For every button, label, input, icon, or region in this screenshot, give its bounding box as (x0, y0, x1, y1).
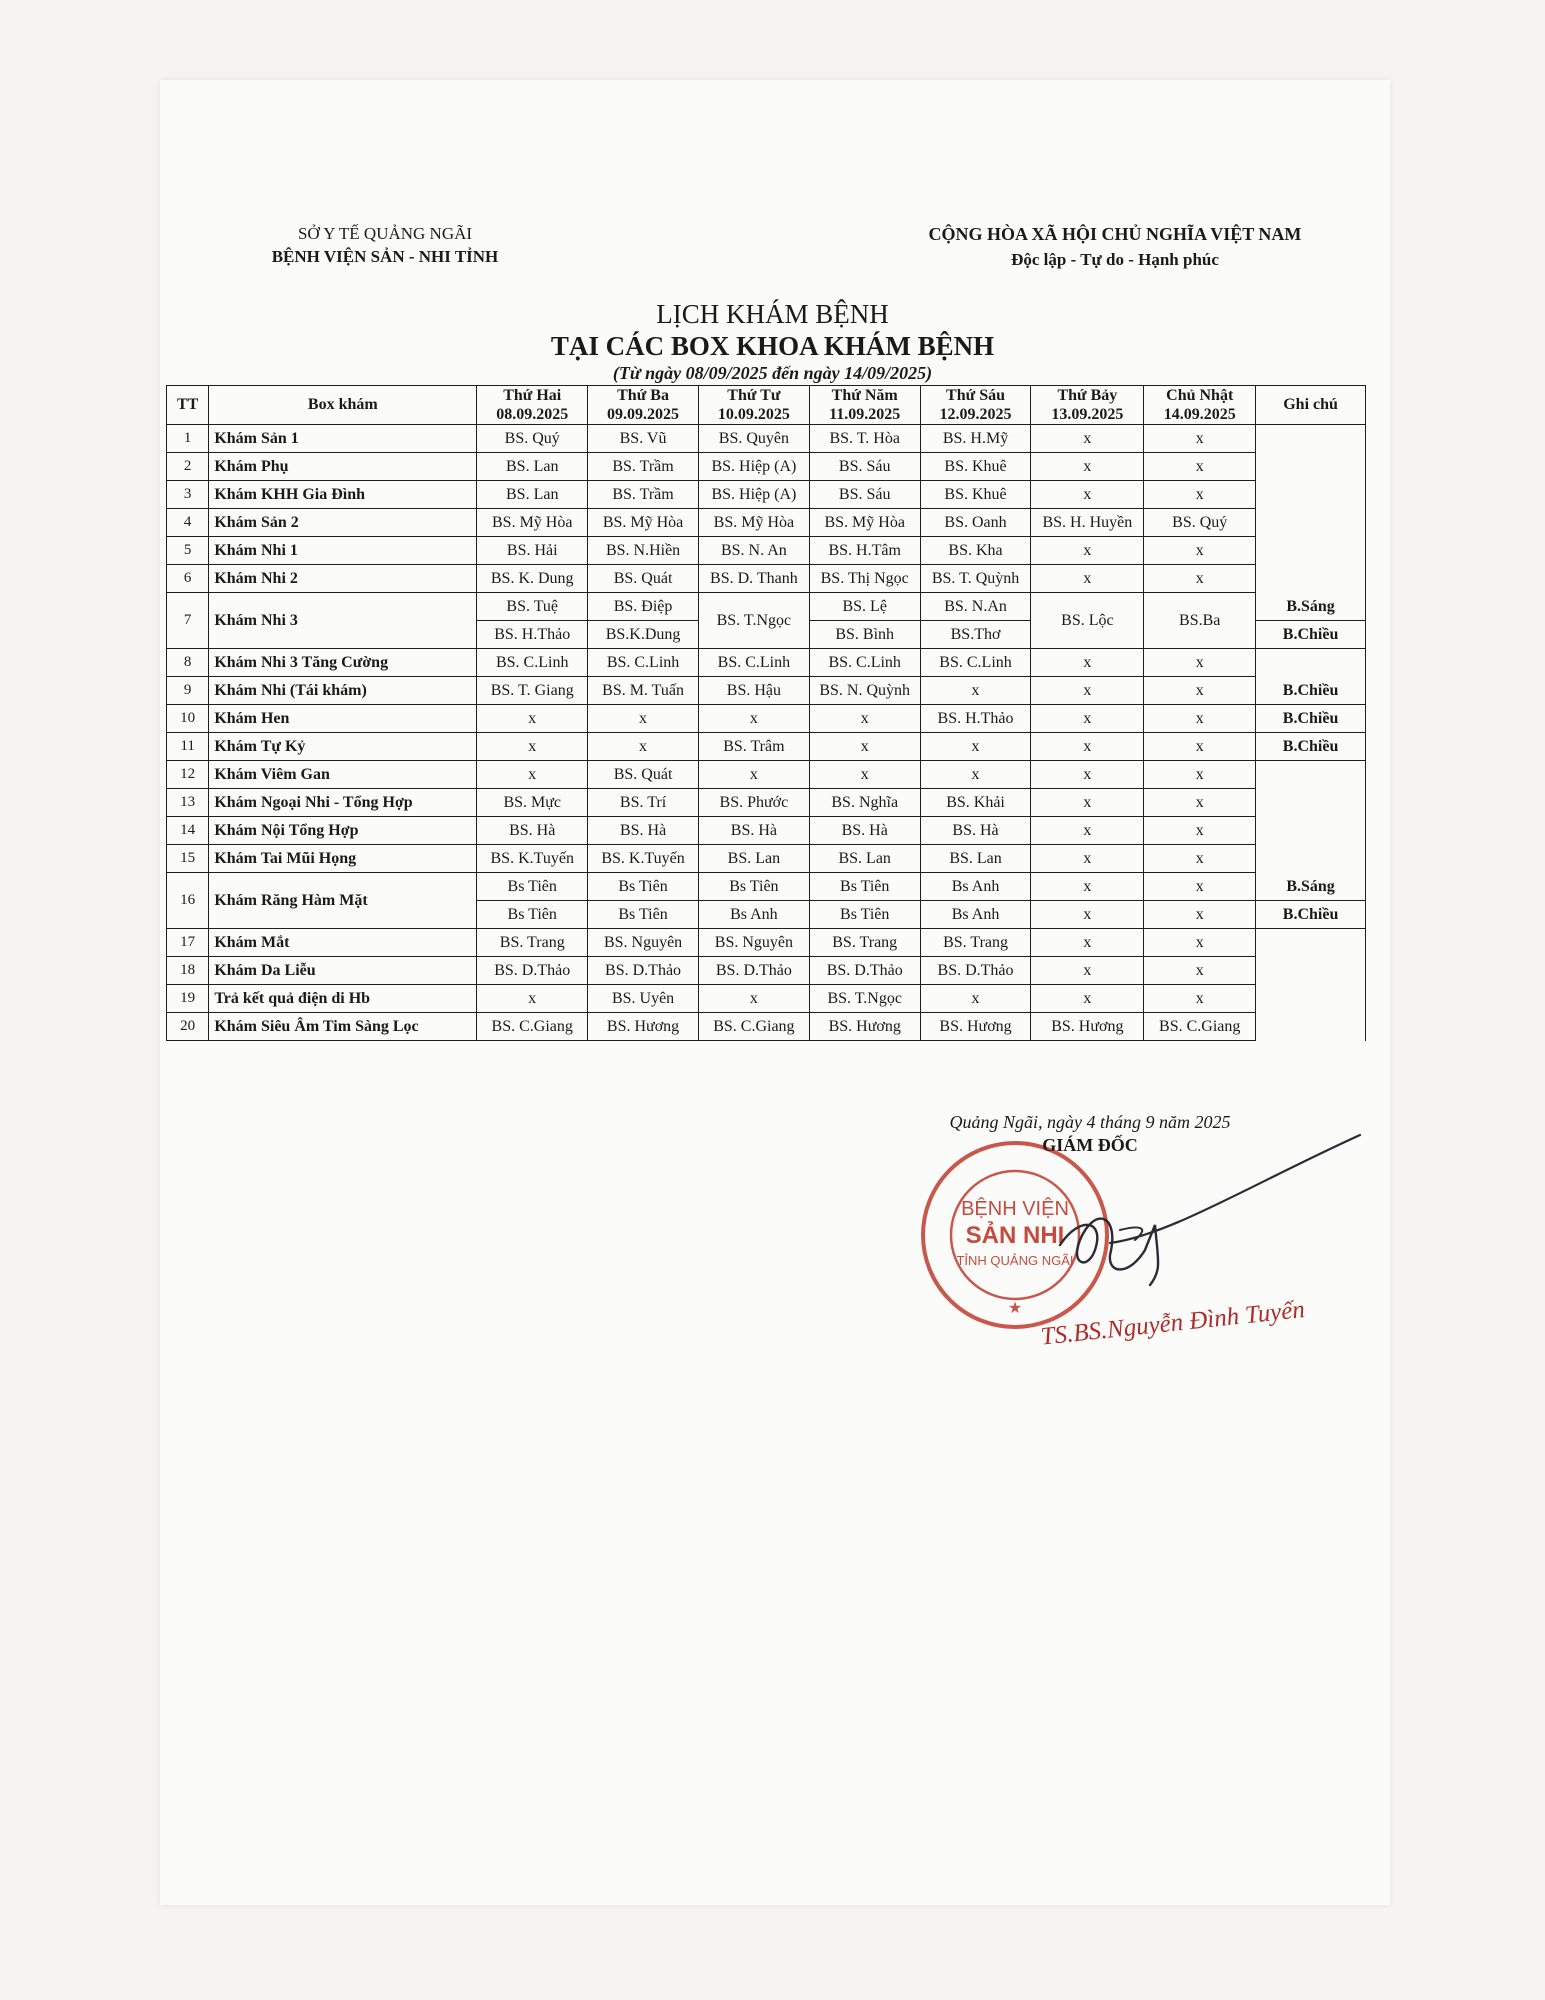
doctor-cell: BS. N.An (920, 593, 1031, 621)
note-cell (1256, 509, 1366, 537)
row-number: 15 (167, 845, 209, 873)
table-row (167, 425, 1366, 453)
doctor-cell: BS. M. Tuấn (588, 677, 699, 705)
table-row (167, 649, 1366, 677)
doctor-cell: Bs Anh (698, 901, 809, 929)
table-body (167, 425, 1366, 1041)
row-number: 4 (167, 509, 209, 537)
doctor-cell: x (920, 985, 1031, 1013)
doctor-cell: x (477, 985, 588, 1013)
table-row (167, 985, 1366, 1013)
doctor-cell: x (1144, 537, 1256, 565)
seal-line3: TỈNH QUẢNG NGÃI (956, 1253, 1074, 1268)
box-name: Khám Nhi (Tái khám) (209, 677, 477, 705)
doctor-cell: BS. D.Thảo (698, 957, 809, 985)
doctor-cell: x (1031, 733, 1144, 761)
row-number: 14 (167, 817, 209, 845)
doctor-cell: BS. K.Tuyến (477, 845, 588, 873)
note-cell (1256, 845, 1366, 873)
doctor-cell: x (920, 733, 1031, 761)
doctor-cell: BS. Hà (920, 817, 1031, 845)
header-day: Chủ Nhật (1144, 386, 1256, 406)
doctor-cell: x (1144, 789, 1256, 817)
doctor-cell: x (588, 733, 699, 761)
doctor-cell: x (1144, 425, 1256, 453)
note-cell (1256, 957, 1366, 985)
doctor-cell: x (809, 705, 920, 733)
doctor-cell: BS. N. An (698, 537, 809, 565)
doctor-cell: BS. C.Giang (698, 1013, 809, 1041)
table-row (167, 593, 1366, 621)
doctor-cell: BS. Kha (920, 537, 1031, 565)
box-name: Khám Răng Hàm Mặt (209, 873, 477, 929)
doctor-cell: x (1144, 733, 1256, 761)
title-date-range: (Từ ngày 08/09/2025 đến ngày 14/09/2025) (612, 363, 933, 383)
row-number: 6 (167, 565, 209, 593)
doctor-cell: x (1031, 705, 1144, 733)
doctor-cell: x (809, 761, 920, 789)
doctor-cell: x (1144, 761, 1256, 789)
doctor-cell: x (920, 677, 1031, 705)
header-day: Thứ Sáu (920, 386, 1031, 406)
doctor-cell: BS. Mực (477, 789, 588, 817)
note-cell (1256, 985, 1366, 1013)
seal-line2: SẢN NHI (965, 1222, 1065, 1249)
doctor-cell: BS. T.Ngọc (809, 985, 920, 1013)
note-cell: B.Sáng (1256, 593, 1366, 621)
doctor-cell: x (1144, 929, 1256, 957)
note-cell: B.Chiều (1256, 621, 1366, 649)
doctor-cell: x (1031, 565, 1144, 593)
schedule-table (166, 385, 1366, 1041)
doctor-cell: BS. Mỹ Hòa (588, 509, 699, 537)
doctor-cell: x (1144, 649, 1256, 677)
doctor-cell: BS. C.Giang (477, 1013, 588, 1041)
note-cell (1256, 1013, 1366, 1041)
note-cell (1256, 789, 1366, 817)
doctor-cell: x (1031, 789, 1144, 817)
box-name: Trả kết quả điện di Hb (209, 985, 477, 1013)
doctor-cell: BS. Quý (477, 425, 588, 453)
doctor-cell: BS. Mỹ Hòa (698, 509, 809, 537)
national-motto: Độc lập - Tự do - Hạnh phúc (1011, 250, 1219, 269)
doctor-cell: x (477, 733, 588, 761)
box-name: Khám Siêu Âm Tim Sàng Lọc (209, 1013, 477, 1041)
doctor-cell: BS. Nguyên (698, 929, 809, 957)
doctor-cell: x (698, 705, 809, 733)
doctor-cell: x (1031, 453, 1144, 481)
doctor-cell: BS.K.Dung (588, 621, 699, 649)
doctor-cell: BS. Lộc (1031, 593, 1144, 649)
doctor-cell: BS. Hương (1031, 1013, 1144, 1041)
box-name: Khám Mắt (209, 929, 477, 957)
doctor-cell: BS. Tuệ (477, 593, 588, 621)
table-row (167, 929, 1366, 957)
doctor-cell: BS. T. Quỳnh (920, 565, 1031, 593)
doctor-cell: x (1031, 425, 1144, 453)
doctor-cell: x (1031, 957, 1144, 985)
note-cell (1256, 481, 1366, 509)
doctor-cell: BS. H. Huyền (1031, 509, 1144, 537)
doctor-cell: BS. Quyên (698, 425, 809, 453)
doctor-cell: BS. D.Thảo (477, 957, 588, 985)
doctor-cell: BS. Trí (588, 789, 699, 817)
doctor-cell: BS. D.Thảo (809, 957, 920, 985)
note-cell (1256, 425, 1366, 453)
note-cell (1256, 565, 1366, 593)
header-day: Thứ Tư (698, 386, 809, 406)
doctor-cell: BS. Quát (588, 565, 699, 593)
doctor-cell: BS. Trâm (698, 733, 809, 761)
doctor-cell: BS.Thơ (920, 621, 1031, 649)
note-cell (1256, 649, 1366, 677)
doctor-cell: BS. D.Thảo (920, 957, 1031, 985)
note-cell (1256, 453, 1366, 481)
doctor-cell: BS. Lan (477, 481, 588, 509)
doctor-cell: BS. Điệp (588, 593, 699, 621)
header-date: 08.09.2025 (477, 405, 588, 425)
doctor-cell: x (1144, 453, 1256, 481)
header-day: Thứ Bảy (1031, 386, 1144, 406)
doctor-cell: Bs Tiên (809, 873, 920, 901)
note-cell: B.Chiều (1256, 705, 1366, 733)
table-row (167, 565, 1366, 593)
doctor-cell: x (1144, 845, 1256, 873)
box-name: Khám Sản 1 (209, 425, 477, 453)
note-cell (1256, 537, 1366, 565)
row-number: 9 (167, 677, 209, 705)
place-and-date: Quảng Ngãi, ngày 4 tháng 9 năm 2025 (949, 1112, 1231, 1132)
note-cell: B.Sáng (1256, 873, 1366, 901)
doctor-cell: BS. C.Giang (1144, 1013, 1256, 1041)
box-name: Khám Nhi 3 Tăng Cường (209, 649, 477, 677)
doctor-cell: BS. Trầm (588, 453, 699, 481)
doctor-cell: Bs Tiên (809, 901, 920, 929)
doctor-cell: BS. H.Mỹ (920, 425, 1031, 453)
doctor-cell: x (1031, 929, 1144, 957)
header-note: Ghi chú (1256, 386, 1366, 425)
doctor-cell: x (477, 761, 588, 789)
doctor-cell: x (1144, 957, 1256, 985)
table-row (167, 957, 1366, 985)
row-number: 8 (167, 649, 209, 677)
row-number: 2 (167, 453, 209, 481)
header-day: Thứ Năm (809, 386, 920, 406)
doctor-cell: BS. T. Hòa (809, 425, 920, 453)
doctor-cell: x (1031, 537, 1144, 565)
box-name: Khám Da Liễu (209, 957, 477, 985)
doctor-cell: BS. Hà (588, 817, 699, 845)
national-header (880, 222, 1350, 272)
row-number: 3 (167, 481, 209, 509)
note-cell: B.Chiều (1256, 901, 1366, 929)
row-number: 11 (167, 733, 209, 761)
doctor-cell: BS. N. Quỳnh (809, 677, 920, 705)
doctor-cell: x (920, 761, 1031, 789)
table-row (167, 481, 1366, 509)
doctor-cell: BS. N.Hiền (588, 537, 699, 565)
doctor-cell: BS. Nguyên (588, 929, 699, 957)
box-name: Khám Nhi 1 (209, 537, 477, 565)
doctor-cell: x (698, 761, 809, 789)
doctor-cell: BS. H.Thảo (920, 705, 1031, 733)
doctor-cell: BS. Lan (477, 453, 588, 481)
table-row (167, 733, 1366, 761)
doctor-cell: BS. Khuê (920, 481, 1031, 509)
doctor-cell: BS. K. Dung (477, 565, 588, 593)
table-row (167, 509, 1366, 537)
issuer-header (235, 222, 535, 268)
signer-role: GIÁM ĐỐC (1042, 1135, 1138, 1155)
box-name: Khám Phụ (209, 453, 477, 481)
doctor-cell: BS. Khuê (920, 453, 1031, 481)
box-name: Khám Viêm Gan (209, 761, 477, 789)
box-name: Khám Nội Tổng Hợp (209, 817, 477, 845)
doctor-cell: Bs Anh (920, 873, 1031, 901)
table-row (167, 537, 1366, 565)
doctor-cell: BS. Trầm (588, 481, 699, 509)
row-number: 5 (167, 537, 209, 565)
doctor-cell: BS. Nghĩa (809, 789, 920, 817)
doctor-cell: BS. Lan (920, 845, 1031, 873)
note-cell: B.Chiều (1256, 733, 1366, 761)
table-row (167, 705, 1366, 733)
doctor-cell: x (1144, 901, 1256, 929)
table-row (167, 873, 1366, 901)
seal-line1: BỆNH VIỆN (961, 1198, 1069, 1220)
doctor-cell: BS. Hà (477, 817, 588, 845)
row-number: 18 (167, 957, 209, 985)
issuer-line2: BỆNH VIỆN SẢN - NHI TỈNH (271, 247, 499, 266)
doctor-cell: Bs Anh (920, 901, 1031, 929)
header-date: 10.09.2025 (698, 405, 809, 425)
note-cell (1256, 929, 1366, 957)
doctor-cell: BS. Bình (809, 621, 920, 649)
doctor-cell: BS. Vũ (588, 425, 699, 453)
doctor-cell: Bs Tiên (588, 873, 699, 901)
doctor-cell: x (1144, 705, 1256, 733)
doctor-cell: BS. Oanh (920, 509, 1031, 537)
doctor-cell: BS. Hải (477, 537, 588, 565)
box-name: Khám Tai Mũi Họng (209, 845, 477, 873)
doctor-cell: x (1144, 817, 1256, 845)
header-date: 13.09.2025 (1031, 405, 1144, 425)
doctor-cell: x (588, 705, 699, 733)
doctor-cell: BS. Thị Ngọc (809, 565, 920, 593)
doctor-cell: BS. Hương (920, 1013, 1031, 1041)
doctor-cell: BS. Hiệp (A) (698, 481, 809, 509)
box-name: Khám Sản 2 (209, 509, 477, 537)
doctor-cell: BS. Hà (698, 817, 809, 845)
doctor-cell: BS. H.Tâm (809, 537, 920, 565)
row-number: 20 (167, 1013, 209, 1041)
doctor-cell: BS. Trang (920, 929, 1031, 957)
doctor-cell: BS. Sáu (809, 481, 920, 509)
box-name: Khám Hen (209, 705, 477, 733)
doctor-cell: BS. Hương (588, 1013, 699, 1041)
box-name: Khám KHH Gia Đình (209, 481, 477, 509)
header-date: 11.09.2025 (809, 405, 920, 425)
note-cell: B.Chiều (1256, 677, 1366, 705)
doctor-cell: BS. Quát (588, 761, 699, 789)
doctor-cell: BS. C.Linh (920, 649, 1031, 677)
national-line1: CỘNG HÒA XÃ HỘI CHỦ NGHĨA VIỆT NAM (928, 224, 1302, 244)
doctor-cell: BS. K.Tuyến (588, 845, 699, 873)
row-number: 16 (167, 873, 209, 929)
row-number: 17 (167, 929, 209, 957)
doctor-cell: BS. Quý (1144, 509, 1256, 537)
box-name: Khám Nhi 2 (209, 565, 477, 593)
doctor-cell: BS. Mỹ Hòa (809, 509, 920, 537)
table-row (167, 677, 1366, 705)
row-number: 7 (167, 593, 209, 649)
table-row (167, 453, 1366, 481)
doctor-cell: BS. C.Linh (477, 649, 588, 677)
issuer-line1: SỞ Y TẾ QUẢNG NGÃI (297, 224, 473, 243)
row-number: 13 (167, 789, 209, 817)
doctor-cell: x (1031, 873, 1144, 901)
doctor-cell: BS. Mỹ Hòa (477, 509, 588, 537)
doctor-cell: x (1031, 761, 1144, 789)
row-number: 10 (167, 705, 209, 733)
doctor-cell: BS. Phước (698, 789, 809, 817)
doctor-cell: BS. Uyên (588, 985, 699, 1013)
doctor-cell: x (1031, 481, 1144, 509)
box-name: Khám Nhi 3 (209, 593, 477, 649)
doctor-cell: BS. Trang (477, 929, 588, 957)
doctor-cell: x (1144, 565, 1256, 593)
row-number: 12 (167, 761, 209, 789)
doctor-cell: Bs Tiên (698, 873, 809, 901)
doctor-cell: x (1031, 649, 1144, 677)
doctor-cell: x (1031, 817, 1144, 845)
doctor-cell: x (698, 985, 809, 1013)
row-number: 1 (167, 425, 209, 453)
header-tt: TT (167, 386, 209, 425)
table-header (167, 386, 1366, 425)
doctor-cell: BS. Lan (809, 845, 920, 873)
title-line2: TẠI CÁC BOX KHOA KHÁM BỆNH (550, 331, 995, 361)
header-day: Thứ Hai (477, 386, 588, 406)
note-cell (1256, 817, 1366, 845)
doctor-cell: x (1144, 677, 1256, 705)
doctor-cell: x (1031, 677, 1144, 705)
doctor-cell: x (1144, 481, 1256, 509)
doctor-cell: BS. Lệ (809, 593, 920, 621)
title-line1: LỊCH KHÁM BỆNH (656, 299, 889, 329)
doctor-cell: x (1144, 985, 1256, 1013)
doctor-cell: x (809, 733, 920, 761)
header-date: 12.09.2025 (920, 405, 1031, 425)
header-date: 14.09.2025 (1144, 405, 1256, 425)
doctor-cell: BS. T.Ngọc (698, 593, 809, 649)
doctor-cell: BS. Hiệp (A) (698, 453, 809, 481)
header-day: Thứ Ba (588, 386, 699, 406)
doctor-cell: BS. Hương (809, 1013, 920, 1041)
doctor-cell: BS. C.Linh (588, 649, 699, 677)
header-date: 09.09.2025 (588, 405, 699, 425)
doctor-cell: x (1144, 873, 1256, 901)
doctor-cell: BS. Lan (698, 845, 809, 873)
doctor-cell: x (1031, 845, 1144, 873)
doctor-cell: Bs Tiên (588, 901, 699, 929)
doctor-cell: BS. D.Thảo (588, 957, 699, 985)
document-title (400, 298, 1145, 384)
table-row (167, 761, 1366, 789)
doctor-cell: Bs Tiên (477, 901, 588, 929)
doctor-cell: BS. C.Linh (809, 649, 920, 677)
doctor-cell: BS. D. Thanh (698, 565, 809, 593)
row-number: 19 (167, 985, 209, 1013)
box-name: Khám Ngoại Nhi - Tổng Hợp (209, 789, 477, 817)
doctor-cell: BS. Hậu (698, 677, 809, 705)
doctor-cell: BS. H.Thảo (477, 621, 588, 649)
box-name: Khám Tự Kỷ (209, 733, 477, 761)
signer-name: TS.BS.Nguyễn Đình Tuyến (1039, 1296, 1307, 1351)
doctor-cell: BS. Trang (809, 929, 920, 957)
doctor-cell: BS. C.Linh (698, 649, 809, 677)
doctor-cell: x (1031, 901, 1144, 929)
doctor-cell: BS. Sáu (809, 453, 920, 481)
doctor-cell: x (1031, 985, 1144, 1013)
doctor-cell: BS.Ba (1144, 593, 1256, 649)
doctor-cell: x (477, 705, 588, 733)
header-box: Box khám (209, 386, 477, 425)
svg-text:★: ★ (1007, 1300, 1023, 1317)
table-row (167, 789, 1366, 817)
doctor-cell: BS. T. Giang (477, 677, 588, 705)
table-row (167, 1013, 1366, 1041)
table-row (167, 845, 1366, 873)
doctor-cell: BS. Hà (809, 817, 920, 845)
table-row (167, 817, 1366, 845)
note-cell (1256, 761, 1366, 789)
doctor-cell: BS. Khải (920, 789, 1031, 817)
doctor-cell: Bs Tiên (477, 873, 588, 901)
